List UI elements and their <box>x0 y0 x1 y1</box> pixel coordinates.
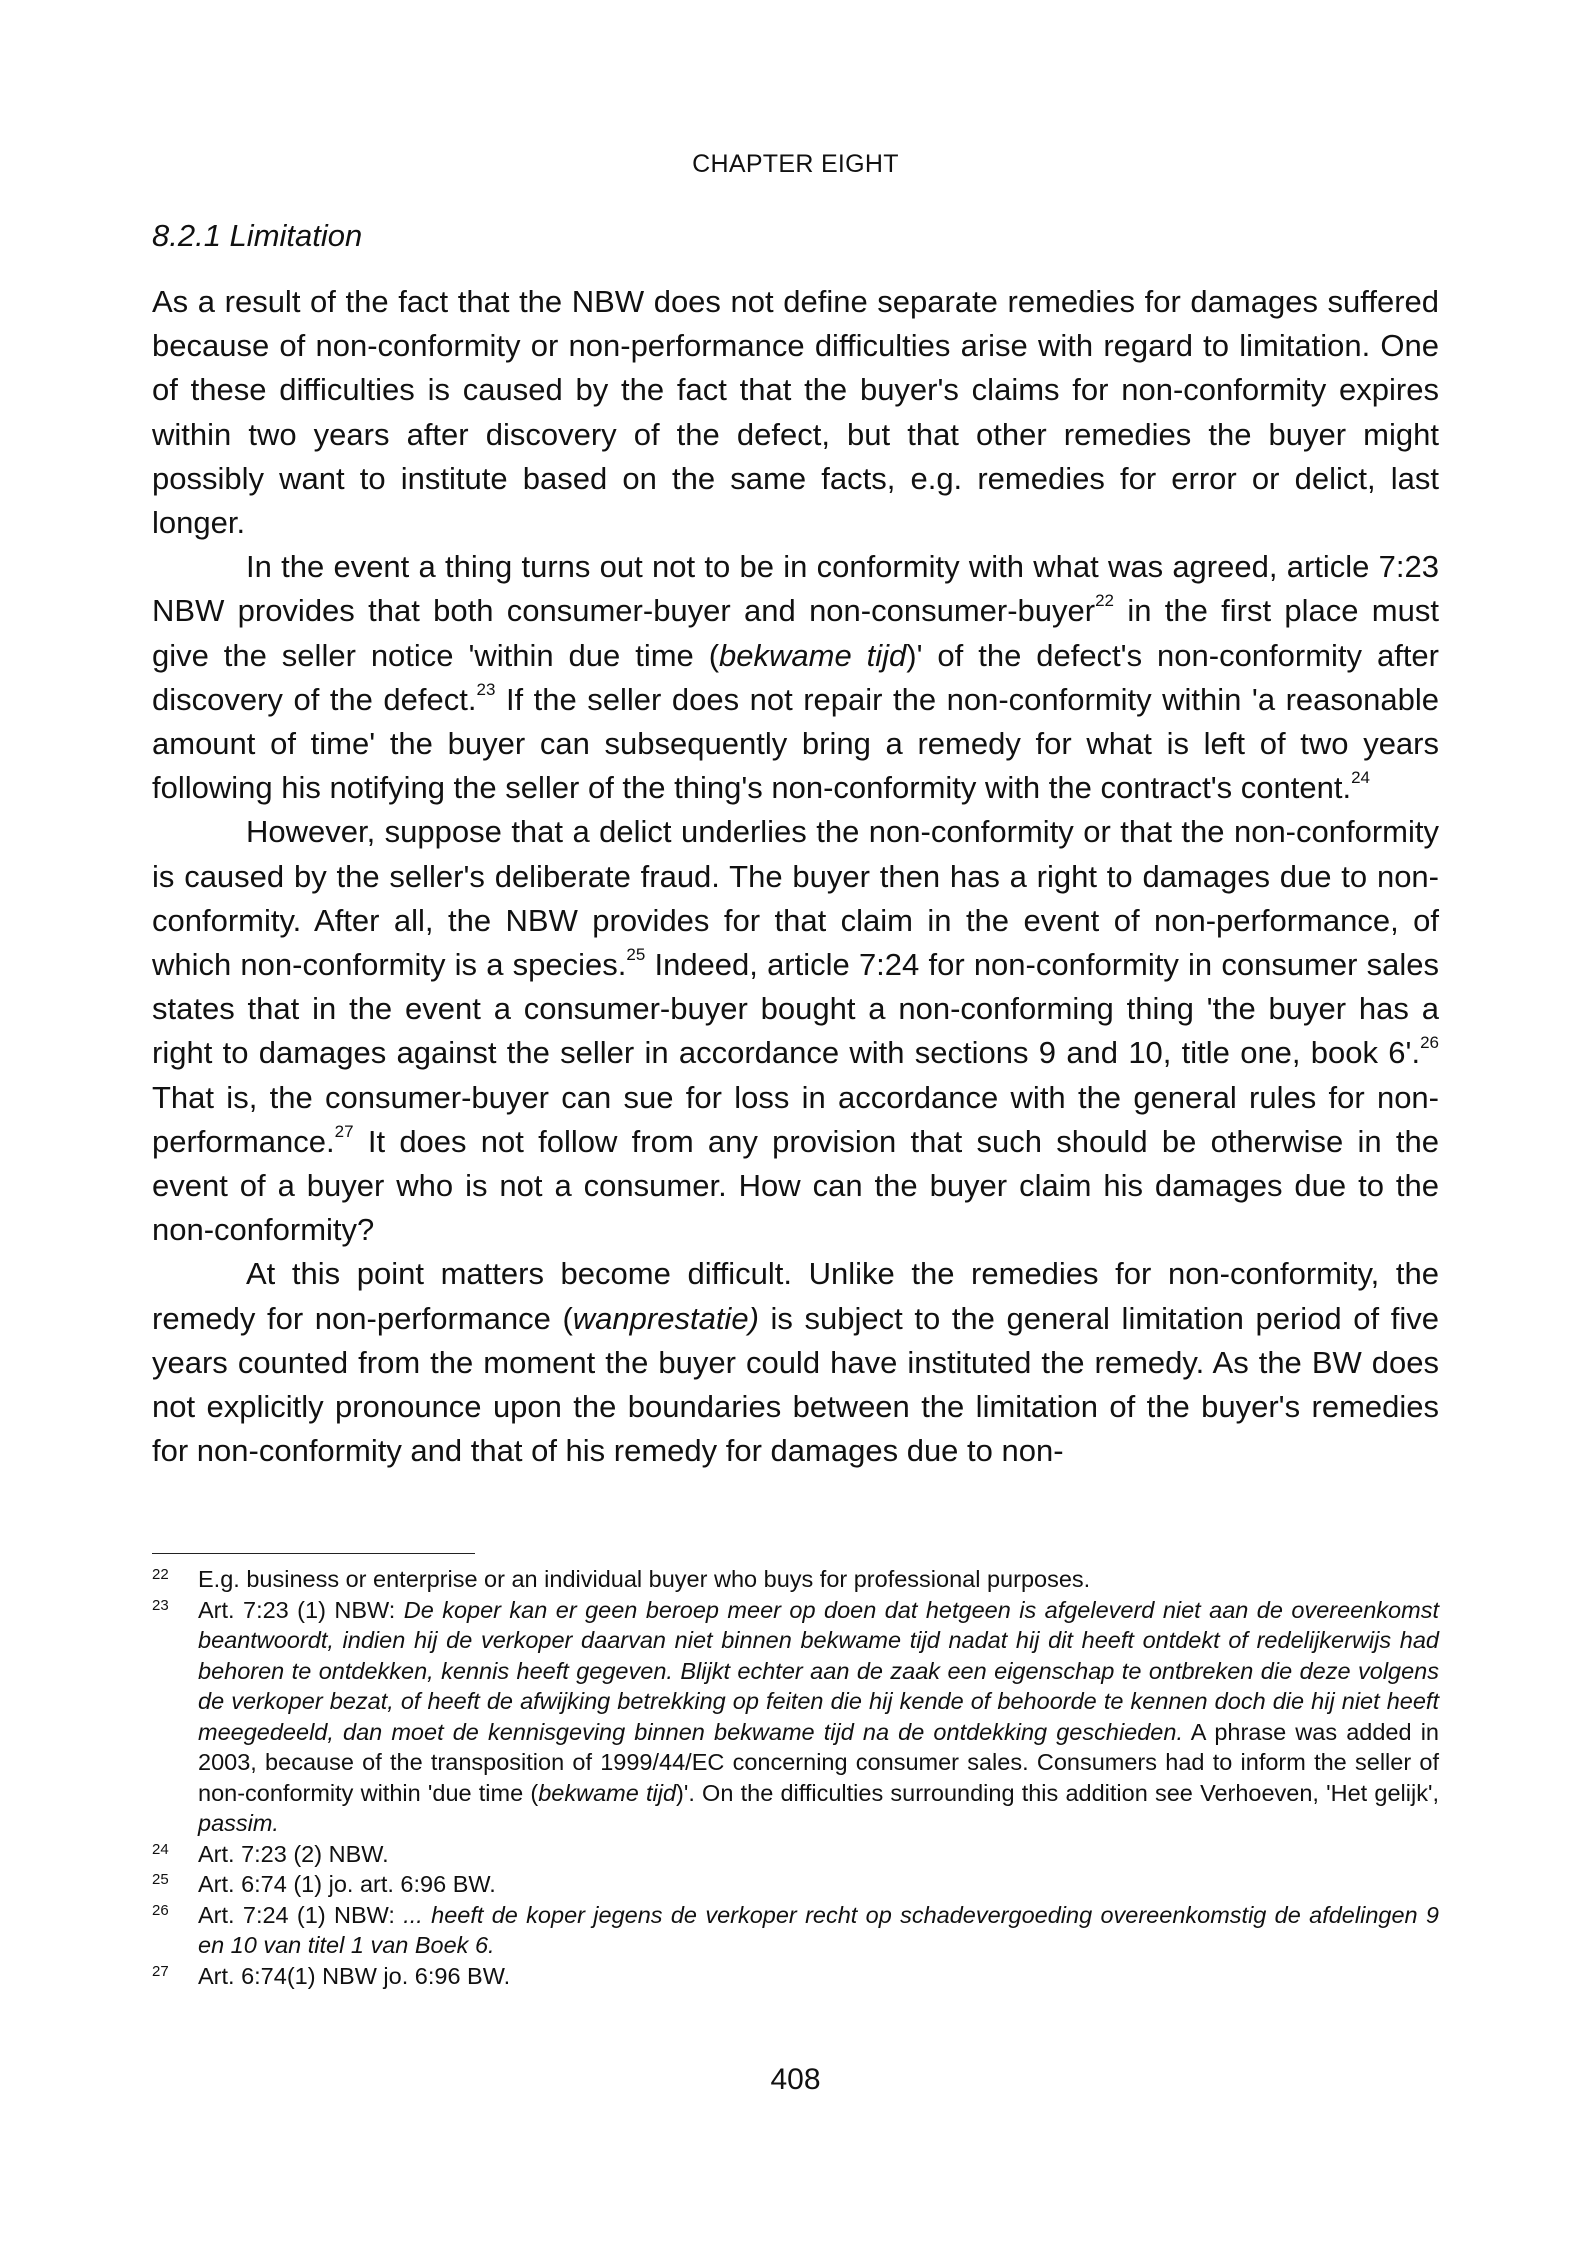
footnote-text: E.g. business or enterprise or an individual buyer who buys for professional purposes. <box>198 1566 1091 1592</box>
footnote-number: 23 <box>152 1596 169 1614</box>
footnote-ref-25[interactable]: 25 <box>626 944 646 964</box>
footnote-text: Art. 6:74 (1) jo. art. 6:96 BW. <box>198 1871 496 1897</box>
paragraph-2-text-a: In the event a thing turns out not to be in conformity with what was agreed, article 7:23 NBW provides that both consumer-buyer and non-consumer-buyer <box>152 549 1439 629</box>
paragraph-2-term: bekwame tijd <box>719 637 907 673</box>
paragraph-4-term: wanprestatie) <box>572 1300 759 1336</box>
footnote-ref-22[interactable]: 22 <box>1095 591 1115 611</box>
footnote-ref-23[interactable]: 23 <box>476 679 496 699</box>
footnote-text: Art. 7:23 (2) NBW. <box>198 1840 389 1867</box>
footnote-ref-27[interactable]: 27 <box>334 1121 354 1141</box>
footnote-22 <box>152 1564 1439 1595</box>
footnotes <box>152 1564 1439 1991</box>
footnote-lead: Art. 7:23 (1) NBW: <box>198 1596 404 1623</box>
footnote-24 <box>152 1839 1439 1870</box>
paragraph-3-text-c: That is, the consumer-buyer can sue for loss in accordance with the general rules for non-performance. <box>152 1079 1439 1159</box>
footnote-quote: De koper kan er geen beroep meer op doen dat hetgeen is afgeleverd niet aan de overeenkomst beantwoordt, indien hij de verkoper daarvan niet binnen bekwame tijd nadat hij dit heeft ontdekt of redelijkerwijs had behoren te ontdekken, kennis heeft gegeven. Blijkt echter aan de zaak een eigenschap te ontbreken die deze volgens de verkoper bezat, of heeft de afwijking betrekking op feiten die hij kende of behoorde te kennen doch die hij niet heeft meegedeeld, dan moet de kennisgeving binnen bekwame tijd na de ontdekking geschieden. <box>198 1596 1439 1745</box>
footnote-number: 25 <box>152 1871 169 1888</box>
paragraph-3 <box>152 810 1439 1252</box>
paragraph-4-text-b: is subject to the general limitation period of five years counted from the moment the buyer could have instituted the remedy. As the BW does not explicitly pronounce upon the boundaries between the limitation of the buyer's remedies for non-conformity and that of his remedy for damages due to non- <box>152 1300 1439 1469</box>
paragraph-4 <box>152 1252 1439 1473</box>
footnote-26 <box>152 1900 1439 1961</box>
paragraph-2-text-b: in the first place must give the seller notice 'within due time ( <box>152 593 1439 673</box>
document-page <box>152 0 1439 2250</box>
paragraph-3-text-b: Indeed, article 7:24 for non-conformity in consumer sales states that in the event a consumer-buyer bought a non-conforming thing 'the buyer has a right to damages against the seller in accordance with sections 9 and 10, title one, book 6'. <box>152 947 1439 1071</box>
footnote-text: Art. 6:74(1) NBW jo. 6:96 BW. <box>198 1962 511 1989</box>
footnote-term: bekwame tijd <box>538 1779 677 1806</box>
footnote-ref-24[interactable]: 24 <box>1351 767 1370 787</box>
footnote-number: 22 <box>152 1566 169 1583</box>
footnote-lead: Art. 7:24 (1) NBW: <box>198 1901 404 1928</box>
footnote-text-tail: )'. On the difficulties surrounding this addition see Verhoeven, 'Het gelijk', <box>676 1779 1439 1806</box>
footnote-23 <box>152 1595 1439 1839</box>
footnote-text-mid: A phrase was added in 2003, because of the transposition of 1999/44/EC concerning consumer sales. Consumers had to inform the seller of non-conformity within 'due time ( <box>198 1718 1439 1806</box>
footnote-passim: passim. <box>198 1810 279 1836</box>
paragraph-2-text-d: If the seller does not repair the non-conformity within 'a reasonable amount of time' the buyer can subsequently bring a remedy for what is left of two years following his notifying the seller of the thing's non-conformity with the contract's content. <box>152 681 1439 806</box>
paragraph-4-text-a: At this point matters become difficult. Unlike the remedies for non-conformity, the remedy for non-performance ( <box>152 1256 1439 1336</box>
paragraph-2-text-c: )' of the defect's non-conformity after discovery of the defect. <box>152 637 1439 717</box>
footnote-ref-26[interactable]: 26 <box>1420 1033 1439 1053</box>
footnote-number: 26 <box>152 1901 169 1919</box>
footnote-quote: ... heeft de koper jegens de verkoper recht op schadevergoeding overeenkomstig de afdelingen 9 en 10 van titel 1 van Boek 6. <box>198 1901 1439 1958</box>
page-number: 408 <box>770 2063 821 2096</box>
footnote-number: 24 <box>152 1840 169 1858</box>
footnote-25 <box>152 1869 1439 1900</box>
footnote-27 <box>152 1961 1439 1992</box>
footnote-number: 27 <box>152 1962 169 1980</box>
paragraph-2 <box>152 545 1439 810</box>
body-text <box>152 280 1439 1473</box>
running-head: CHAPTER EIGHT <box>692 150 899 178</box>
paragraph-1: As a result of the fact that the NBW does not define separate remedies for damages suffered because of non-conformity or non-performance difficulties arise with regard to limitation. One of these difficulties is caused by the fact that the buyer's claims for non-conformity expires within two years after discovery of the defect, but that other remedies the buyer might possibly want to institute based on the same facts, e.g. remedies for error or delict, last longer. <box>152 284 1439 541</box>
section-title: 8.2.1 Limitation <box>152 218 363 253</box>
paragraph-3-text-a: However, suppose that a delict underlies the non-conformity or that the non-conformity is caused by the seller's deliberate fraud. The buyer then has a right to damages due to non-conformity. After all, the NBW provides for that claim in the event of non-performance, of which non-conformity is a species. <box>152 814 1439 983</box>
footnote-separator <box>152 1553 475 1554</box>
paragraph-3-text-d: It does not follow from any provision that such should be otherwise in the event of a buyer who is not a consumer. How can the buyer claim his damages due to the non-conformity? <box>152 1123 1439 1248</box>
